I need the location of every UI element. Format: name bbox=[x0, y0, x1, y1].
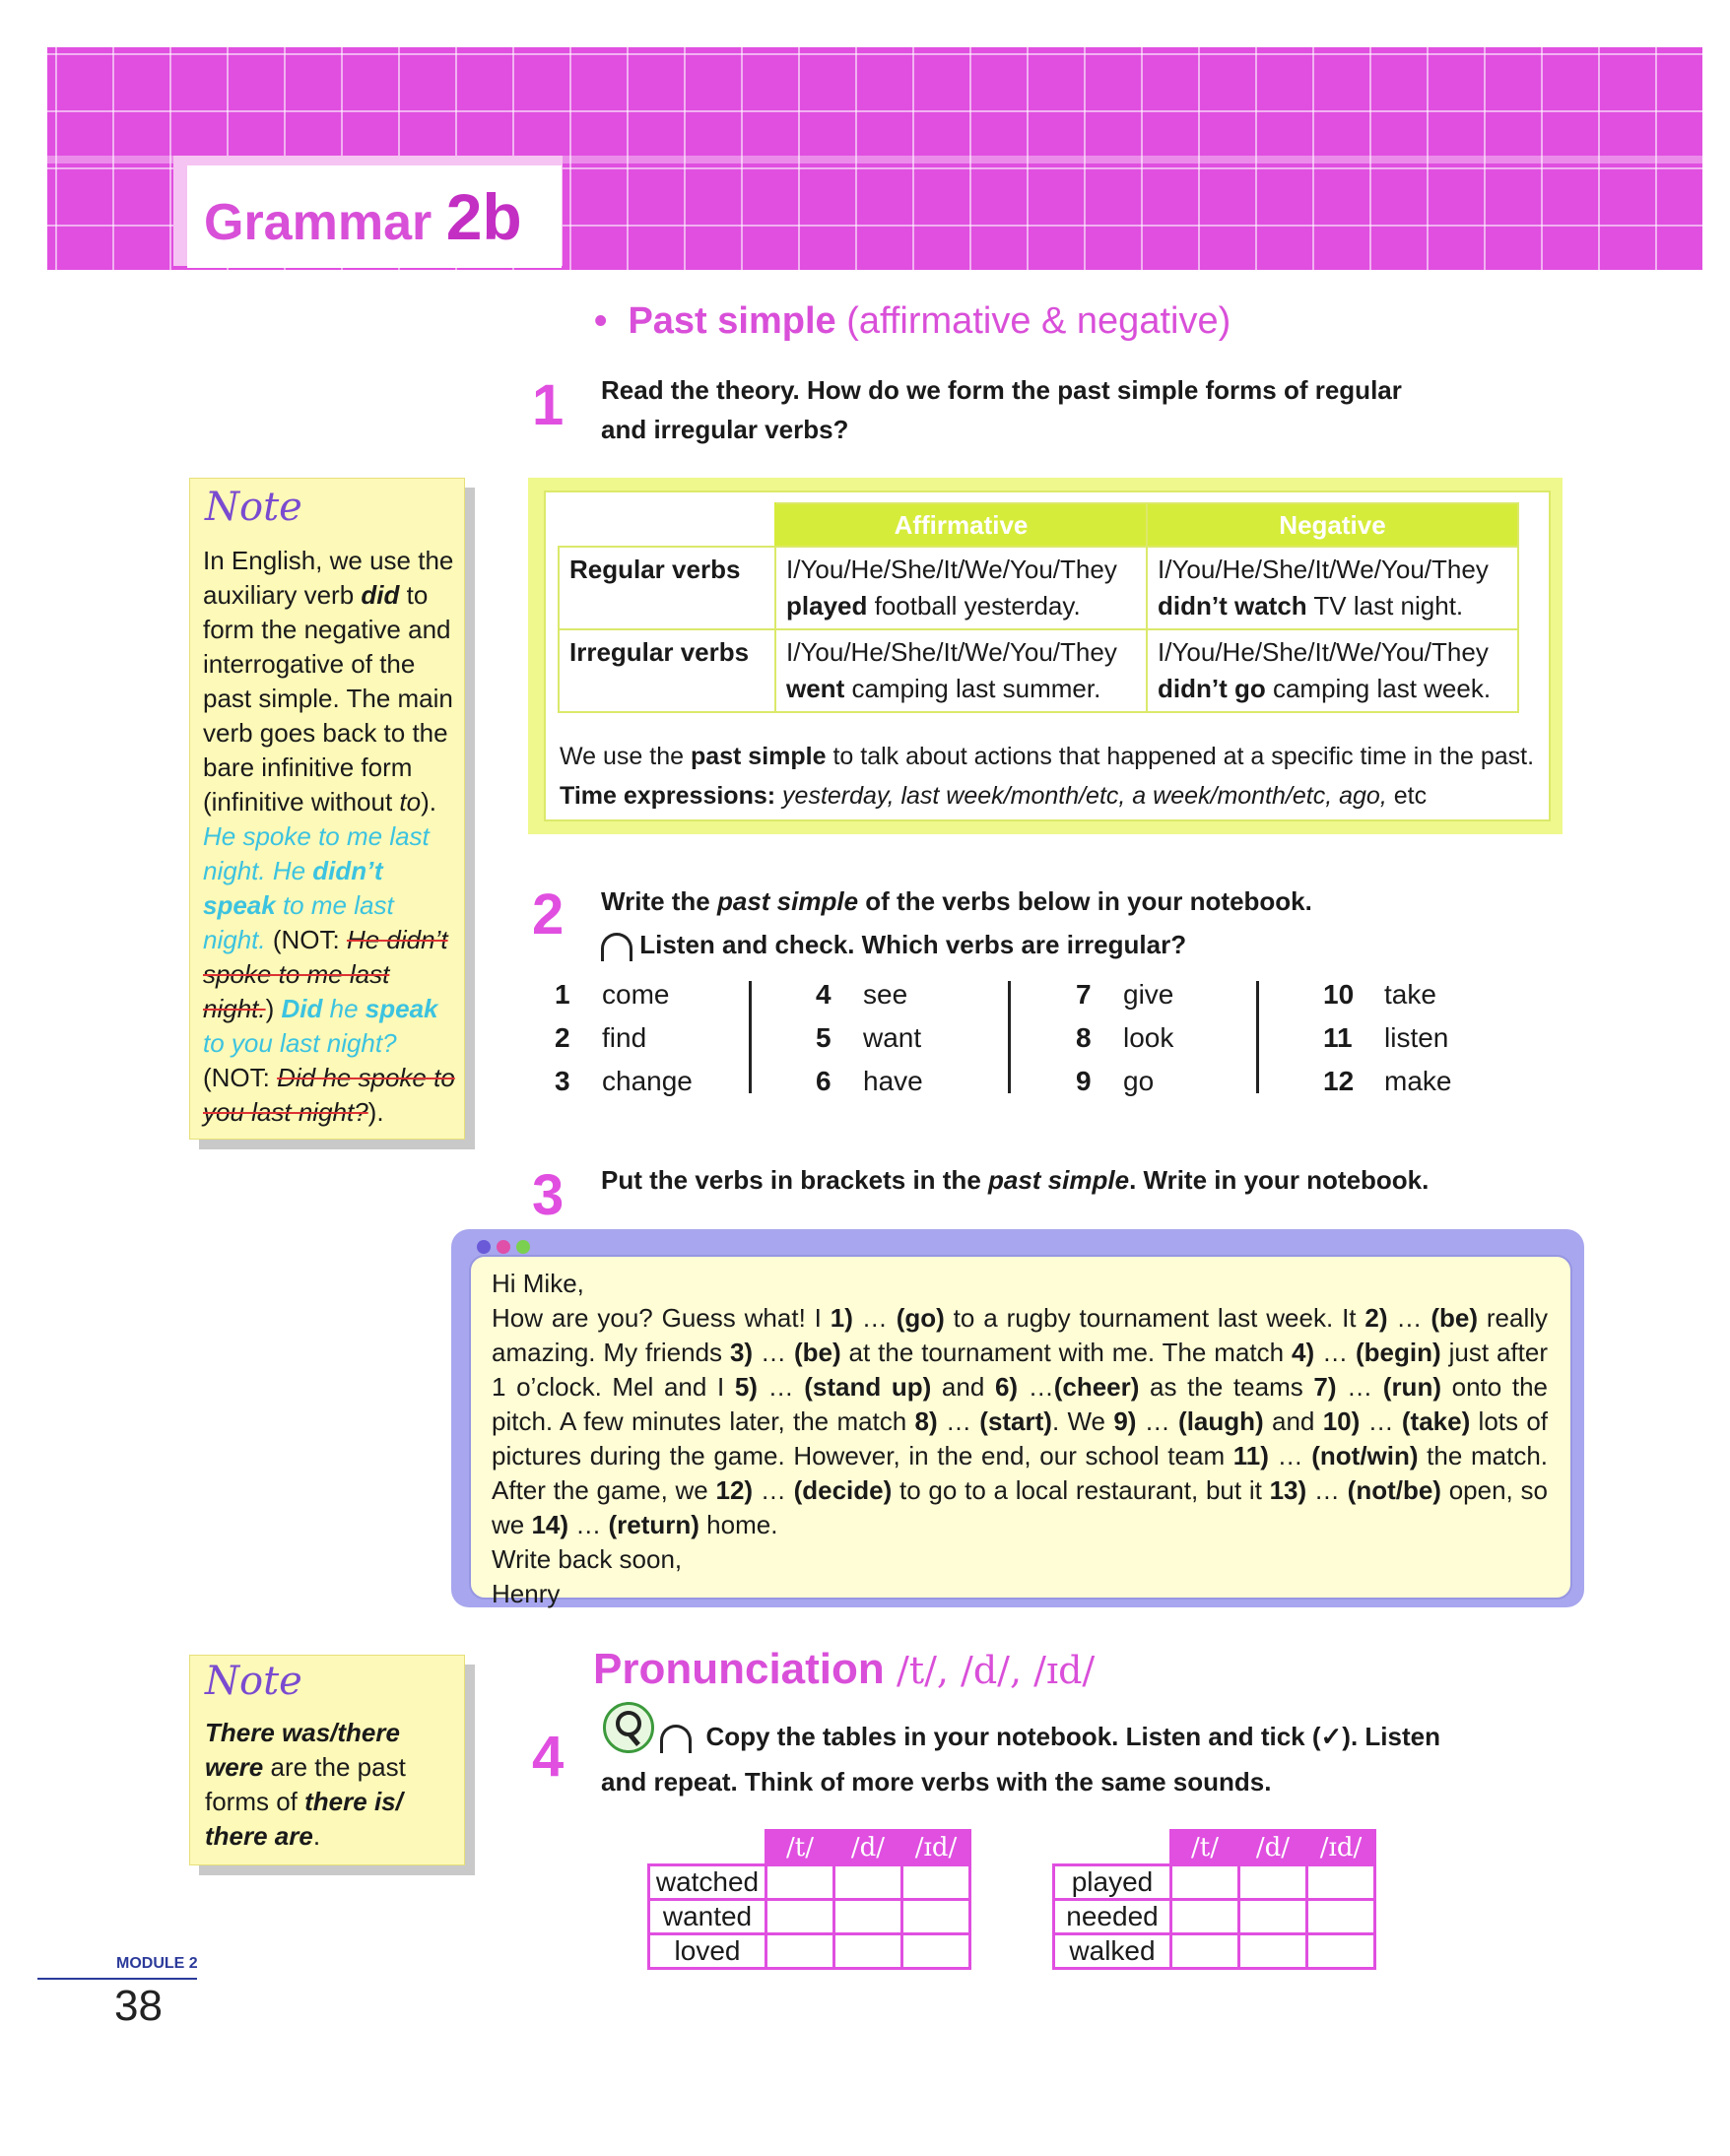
email-text-run: … bbox=[757, 1372, 805, 1402]
exercise-4-number: 4 bbox=[532, 1725, 565, 1789]
sound-header: /d/ bbox=[1239, 1831, 1307, 1865]
tick-cell bbox=[1307, 1900, 1375, 1934]
tick-cell bbox=[1171, 1900, 1239, 1934]
grammar-usage-note: We use the past simple to talk about actions that happened at a specific time in the past. Time expressions: yesterday, last week/month/etc, a week/month/etc, ago, etc bbox=[560, 743, 1535, 810]
email-gap-cue: 8) bbox=[914, 1406, 938, 1436]
column-negative: Negative bbox=[1147, 503, 1518, 547]
tick-cell bbox=[766, 1865, 834, 1900]
verb-item: 6 have bbox=[816, 1066, 923, 1096]
word-cell: watched bbox=[649, 1865, 766, 1900]
exercise-3-number: 3 bbox=[532, 1163, 565, 1227]
module-label: MODULE 2 bbox=[116, 1955, 198, 1972]
email-gap-cue: (not/be) bbox=[1347, 1475, 1441, 1505]
email-text-run: the match. After the game, we bbox=[492, 1441, 1548, 1505]
verb-column bbox=[1076, 973, 1173, 1103]
affirmative-cell: I/You/He/She/It/We/You/They played football yesterday. bbox=[775, 547, 1147, 629]
email-text-run: … bbox=[1018, 1372, 1054, 1402]
email-text-run: at the tournament with me. The match bbox=[840, 1338, 1293, 1367]
sound-header: /ɪd/ bbox=[1307, 1831, 1375, 1865]
email-gap-cue: 7) bbox=[1313, 1372, 1337, 1402]
email-text-run: really amazing. My friends bbox=[492, 1303, 1549, 1367]
email-gap-cue: 6) bbox=[994, 1372, 1019, 1402]
window-dot-icon bbox=[477, 1240, 491, 1254]
sound-header: /d/ bbox=[834, 1831, 902, 1865]
tick-cell bbox=[1171, 1865, 1239, 1900]
email-gap-cue: 3) bbox=[729, 1338, 754, 1367]
email-text: Hi Mike, How are you? Guess what! I 1) … (go) to a rugby tournament last week. It 2) … (be) really amazing. My friends 3) … (be) at the tournament with me. The match 4) … (begin) just after 1 o’clock. Mel and I 5) … (stand up) and 6) …(cheer) as the teams 7) … (run) onto the pitch. A few minutes later, the match 8) … (start). We 9) … (laugh) and 10) … (take) lots of pictures during the game. However, in the end, our school team 11) … (not/win) the match. After the game, we 12) … (decide) to go to a local restaurant, but it 13) … (not/be) open, so we 14) … (return) home. Write back soon, Henry bbox=[492, 1269, 1549, 1608]
email-text-run: … bbox=[568, 1510, 609, 1539]
tick-cell bbox=[1239, 1934, 1307, 1969]
word-cell: needed bbox=[1054, 1900, 1171, 1934]
table-row bbox=[649, 1900, 970, 1934]
word-cell: wanted bbox=[649, 1900, 766, 1934]
email-text-run: … bbox=[1336, 1372, 1383, 1402]
footer-divider bbox=[37, 1978, 197, 1980]
note-title: Note bbox=[205, 1659, 302, 1704]
pronunciation-table-2 bbox=[1052, 1829, 1376, 1970]
email-gap-cue: (be) bbox=[1431, 1303, 1478, 1333]
email-text-run: … bbox=[1360, 1406, 1402, 1436]
tick-cell bbox=[766, 1934, 834, 1969]
tick-cell bbox=[834, 1865, 902, 1900]
word-cell: played bbox=[1054, 1865, 1171, 1900]
email-text-run: … bbox=[1387, 1303, 1431, 1333]
table-row bbox=[649, 1934, 970, 1969]
email-paragraph bbox=[492, 1301, 1548, 1542]
exercise-4-instruction: Copy the tables in your notebook. Listen and tick (✓). Listen and repeat. Think of more verbs with the same sounds. bbox=[601, 1722, 1440, 1797]
exercise-2-instruction: Write the past simple of the verbs below in your notebook. Listen and check. Which verbs are irregular? bbox=[601, 886, 1312, 959]
email-gap-cue: 14) bbox=[531, 1510, 569, 1539]
window-dot-icon bbox=[516, 1240, 530, 1254]
section-heading: • Past simple (affirmative & negative) bbox=[594, 300, 1231, 342]
exercise-1-instruction: Read the theory. How do we form the past simple forms of regular and irregular verbs? bbox=[601, 375, 1402, 444]
email-text-run: … bbox=[753, 1338, 794, 1367]
email-gap-cue: 13) bbox=[1269, 1475, 1307, 1505]
tick-cell bbox=[1171, 1934, 1239, 1969]
note-body: There was/there were are the past forms of there is/ there are. bbox=[205, 1718, 406, 1851]
verb-item: 12 make bbox=[1323, 1066, 1452, 1096]
tick-cell bbox=[902, 1934, 970, 1969]
verb-item: 7 give bbox=[1076, 979, 1174, 1010]
email-gap-cue: 4) bbox=[1292, 1338, 1315, 1367]
email-text-run: and bbox=[1263, 1406, 1323, 1436]
email-text-run: and bbox=[931, 1372, 995, 1402]
email-text-run: onto the pitch. A few minutes later, the match bbox=[492, 1372, 1548, 1436]
email-gap-cue: 11) bbox=[1232, 1441, 1269, 1470]
tick-cell bbox=[766, 1900, 834, 1934]
email-text-run: … bbox=[852, 1303, 897, 1333]
tick-cell bbox=[1239, 1900, 1307, 1934]
email-gap-cue: (cheer) bbox=[1053, 1372, 1140, 1402]
verb-item: 1 come bbox=[555, 979, 670, 1010]
verb-item: 11 listen bbox=[1323, 1022, 1449, 1053]
page-title-code: 2b bbox=[445, 180, 522, 253]
exercise-2-number: 2 bbox=[532, 882, 565, 947]
headphones-icon bbox=[601, 933, 632, 961]
tick-cell bbox=[1239, 1865, 1307, 1900]
email-text-run: home. bbox=[699, 1510, 778, 1539]
table-row bbox=[1054, 1865, 1375, 1900]
table-row bbox=[559, 629, 1518, 712]
row-label: Regular verbs bbox=[559, 547, 775, 629]
note-title: Note bbox=[205, 485, 302, 530]
email-text-run: . We bbox=[1051, 1406, 1114, 1436]
email-text-run: … bbox=[1314, 1338, 1357, 1367]
sound-header: /t/ bbox=[766, 1831, 834, 1865]
email-text-run: … bbox=[1306, 1475, 1348, 1505]
email-text-run: open, so we bbox=[492, 1475, 1548, 1539]
email-text-run: … bbox=[753, 1475, 794, 1505]
verb-item: 2 find bbox=[555, 1022, 647, 1053]
column-affirmative: Affirmative bbox=[775, 503, 1147, 547]
grammar-table bbox=[558, 502, 1519, 713]
email-gap-cue: (be) bbox=[793, 1338, 841, 1367]
note-body: In English, we use the auxiliary verb did to form the negative and interrogative of the past simple. The main verb goes back to the bare infinitive form (infinitive without to). He spoke to me last night. He didn’t speak to me last night. (NOT: He didn’t spoke to me last night.) Did he speak to you last night? (NOT: Did he spoke to you last night?). bbox=[203, 546, 455, 1127]
tick-cell bbox=[902, 1865, 970, 1900]
verb-item: 10 take bbox=[1323, 979, 1436, 1010]
email-text-run: to go to a local restaurant, but it bbox=[892, 1475, 1270, 1505]
verb-item: 3 change bbox=[555, 1066, 693, 1096]
affirmative-cell: I/You/He/She/It/We/You/They went camping last summer. bbox=[775, 629, 1147, 712]
email-gap-cue: (not/win) bbox=[1311, 1441, 1419, 1470]
email-text-run: to a rugby tournament last week. It bbox=[944, 1303, 1365, 1333]
email-gap-cue: (stand up) bbox=[804, 1372, 932, 1402]
verb-column bbox=[816, 973, 923, 1103]
page-number: 38 bbox=[114, 1982, 163, 2030]
tick-cell bbox=[834, 1934, 902, 1969]
window-dot-icon bbox=[497, 1240, 510, 1254]
headphones-icon bbox=[660, 1725, 692, 1753]
tick-cell bbox=[834, 1900, 902, 1934]
verb-item: 9 go bbox=[1076, 1066, 1155, 1096]
verb-column bbox=[1323, 973, 1451, 1103]
verb-item: 5 want bbox=[816, 1022, 922, 1053]
email-gap-cue: (return) bbox=[608, 1510, 699, 1539]
column-divider bbox=[1008, 981, 1011, 1093]
email-gap-cue: 12) bbox=[715, 1475, 754, 1505]
email-text-run: How are you? Guess what! I bbox=[492, 1303, 831, 1333]
table-row bbox=[649, 1865, 970, 1900]
email-text-run: … bbox=[1268, 1441, 1312, 1470]
tick-cell bbox=[902, 1900, 970, 1934]
email-gap-cue: (run) bbox=[1382, 1372, 1441, 1402]
email-text-run: just after 1 o’clock. Mel and I bbox=[492, 1338, 1548, 1402]
pronunciation-heading: Pronunciation /t/, /d/, /ɪd/ bbox=[593, 1645, 1096, 1693]
email-gap-cue: 9) bbox=[1113, 1406, 1137, 1436]
tick-cell bbox=[1307, 1865, 1375, 1900]
row-label: Irregular verbs bbox=[559, 629, 775, 712]
email-text-run: lots of pictures during the game. However, in the end, our school team bbox=[492, 1406, 1548, 1470]
email-gap-cue: (decide) bbox=[793, 1475, 893, 1505]
sound-header: /t/ bbox=[1171, 1831, 1239, 1865]
verb-column bbox=[555, 973, 693, 1103]
word-cell: walked bbox=[1054, 1934, 1171, 1969]
email-text-run: … bbox=[1136, 1406, 1179, 1436]
table-row bbox=[559, 547, 1518, 629]
email-text-run: as the teams bbox=[1139, 1372, 1314, 1402]
page-title: Grammar 2b bbox=[204, 180, 522, 253]
negative-cell: I/You/He/She/It/We/You/They didn’t watch TV last night. bbox=[1147, 547, 1518, 629]
pronunciation-table-1 bbox=[647, 1829, 971, 1970]
column-divider bbox=[749, 981, 752, 1093]
verb-item: 4 see bbox=[816, 979, 908, 1010]
email-text-run: … bbox=[937, 1406, 980, 1436]
negative-cell: I/You/He/She/It/We/You/They didn’t go camping last week. bbox=[1147, 629, 1518, 712]
email-gap-cue: 10) bbox=[1322, 1406, 1361, 1436]
column-divider bbox=[1256, 981, 1259, 1093]
table-row bbox=[1054, 1900, 1375, 1934]
email-gap-cue: 5) bbox=[734, 1372, 758, 1402]
email-gap-cue: (start) bbox=[979, 1406, 1052, 1436]
tick-cell bbox=[1307, 1934, 1375, 1969]
email-gap-cue: (go) bbox=[896, 1303, 945, 1333]
verb-item: 8 look bbox=[1076, 1022, 1174, 1053]
email-gap-cue: (begin) bbox=[1356, 1338, 1441, 1367]
sound-header: /ɪd/ bbox=[902, 1831, 970, 1865]
email-gap-cue: 2) bbox=[1364, 1303, 1388, 1333]
exercise-3-instruction: Put the verbs in brackets in the past simple. Write in your notebook. bbox=[601, 1165, 1430, 1195]
word-cell: loved bbox=[649, 1934, 766, 1969]
exercise-1-number: 1 bbox=[532, 373, 565, 437]
email-gap-cue: (take) bbox=[1401, 1406, 1471, 1436]
email-gap-cue: 1) bbox=[830, 1303, 853, 1333]
table-row bbox=[1054, 1934, 1375, 1969]
email-gap-cue: (laugh) bbox=[1178, 1406, 1264, 1436]
